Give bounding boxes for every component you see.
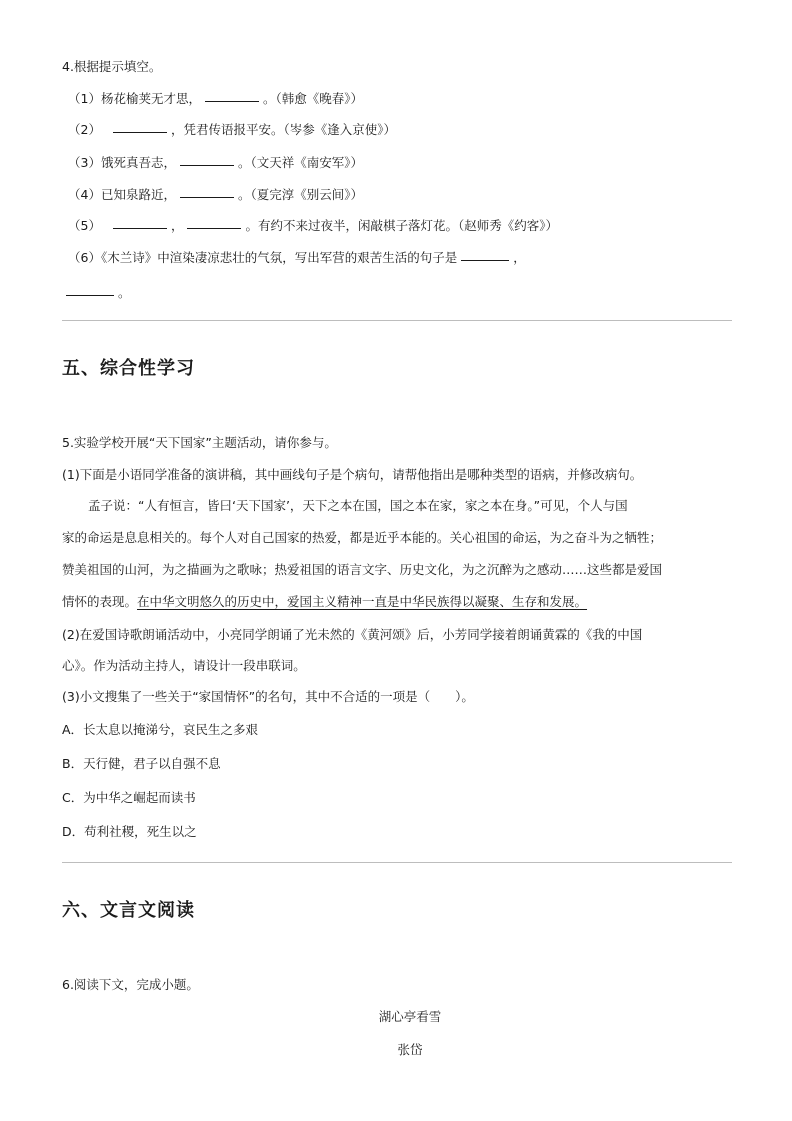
item-number: （2） (68, 122, 101, 137)
item-text-after: ， (513, 250, 526, 265)
answer-blank[interactable] (66, 294, 114, 296)
speech-line-3: 赞美祖国的山河，为之描画为之歌咏；热爱祖国的语言文字、历史文化，为之沉醉为之感动……这些都是爱国 (62, 562, 663, 577)
underlined-faulty-sentence: 在中华文明悠久的历史中，爱国主义精神一直是中华民族得以凝聚、生存和发展。 (137, 594, 588, 609)
item-number: （5） (68, 218, 101, 233)
answer-blank[interactable] (187, 227, 241, 229)
answer-blank[interactable] (205, 100, 259, 102)
item-tail: 。 (118, 285, 131, 300)
q4-item-1 (68, 89, 363, 107)
speech-text: 情怀的表现。 (62, 594, 138, 609)
essay-title: 湖心亭看雪 (378, 1009, 442, 1024)
section-5-title: 五、综合性学习 (62, 358, 195, 379)
section-divider (62, 862, 732, 863)
answer-blank[interactable] (113, 227, 167, 229)
q4-item-4 (68, 185, 363, 203)
q4-item-5 (68, 216, 558, 234)
q5-part-2-line-2: 心》。作为活动主持人，请设计一段串联词。 (62, 658, 306, 673)
q5-part-2-line-1: (2)在爱国诗歌朗诵活动中，小亮同学朗诵了光未然的《黄河颂》后，小芳同学接着朗诵黄霖的《我的中国 (62, 627, 643, 642)
speech-line-2: 家的命运是息息相关的。每个人对自己国家的热爱，都是近乎本能的。关心祖国的命运，为之奋斗为之牺牲； (62, 530, 663, 545)
item-text-before: 《木兰诗》中渲染凄凉悲壮的气氛，写出军营的艰苦生活的句子是 (100, 250, 458, 265)
q5-part-1: (1)下面是小语同学准备的演讲稿，其中画线句子是个病句，请帮他指出是哪种类型的语病，并修改病句。 (62, 467, 643, 482)
item-text-before: 杨花榆荚无才思， (100, 91, 201, 106)
speech-line-4 (62, 592, 587, 610)
answer-blank[interactable] (113, 131, 167, 133)
item-number: （6） (68, 250, 101, 265)
item-text-after: 。（夏完淳《别云间》） (237, 187, 363, 202)
item-number: （3） (68, 155, 101, 170)
item-text-before: 饿死真吾志， (100, 155, 176, 170)
q4-item-6-continuation (66, 283, 131, 301)
section-divider (62, 320, 732, 321)
option-b[interactable]: B．天行健，君子以自强不息 (62, 756, 221, 771)
essay-author: 张岱 (397, 1042, 423, 1057)
q4-item-2 (68, 120, 396, 138)
speech-line-1: 孟子说：“人有恒言，皆曰‘天下国家’，天下之本在国，国之本在家，家之本在身。”可见，个人与国 (88, 498, 628, 513)
question-5-stem: 5.实验学校开展“天下国家”主题活动，请你参与。 (62, 435, 337, 450)
option-c[interactable]: C．为中华之崛起而读书 (62, 790, 196, 805)
q5-part-3: (3)小文搜集了一些关于“家国情怀”的名句，其中不合适的一项是（ ）。 (62, 689, 474, 704)
q4-item-3 (68, 153, 363, 171)
answer-blank[interactable] (180, 196, 234, 198)
answer-blank[interactable] (461, 259, 509, 261)
item-text-after: ，凭君传语报平安。（岑参《逢入京使》） (170, 122, 396, 137)
item-text-after: 。（文天祥《南安军》） (237, 155, 363, 170)
option-d[interactable]: D．苟利社稷，死生以之 (62, 824, 197, 839)
option-a[interactable]: A．长太息以掩涕兮，哀民生之多艰 (62, 722, 259, 737)
answer-blank[interactable] (180, 164, 234, 166)
question-6-stem: 6.阅读下文，完成小题。 (62, 977, 199, 992)
item-text-before: 已知泉路近， (100, 187, 176, 202)
item-number: （1） (68, 91, 101, 106)
item-text-after: 。（韩愈《晚春》） (262, 91, 363, 106)
section-6-title: 六、文言文阅读 (62, 900, 195, 921)
question-4-stem: 4.根据提示填空。 (62, 59, 162, 74)
item-text-after: 。有约不来过夜半，闲敲棋子落灯花。（赵师秀《约客》） (245, 218, 558, 233)
item-number: （4） (68, 187, 101, 202)
q4-item-6 (68, 248, 526, 266)
item-text-mid: ， (170, 218, 184, 233)
